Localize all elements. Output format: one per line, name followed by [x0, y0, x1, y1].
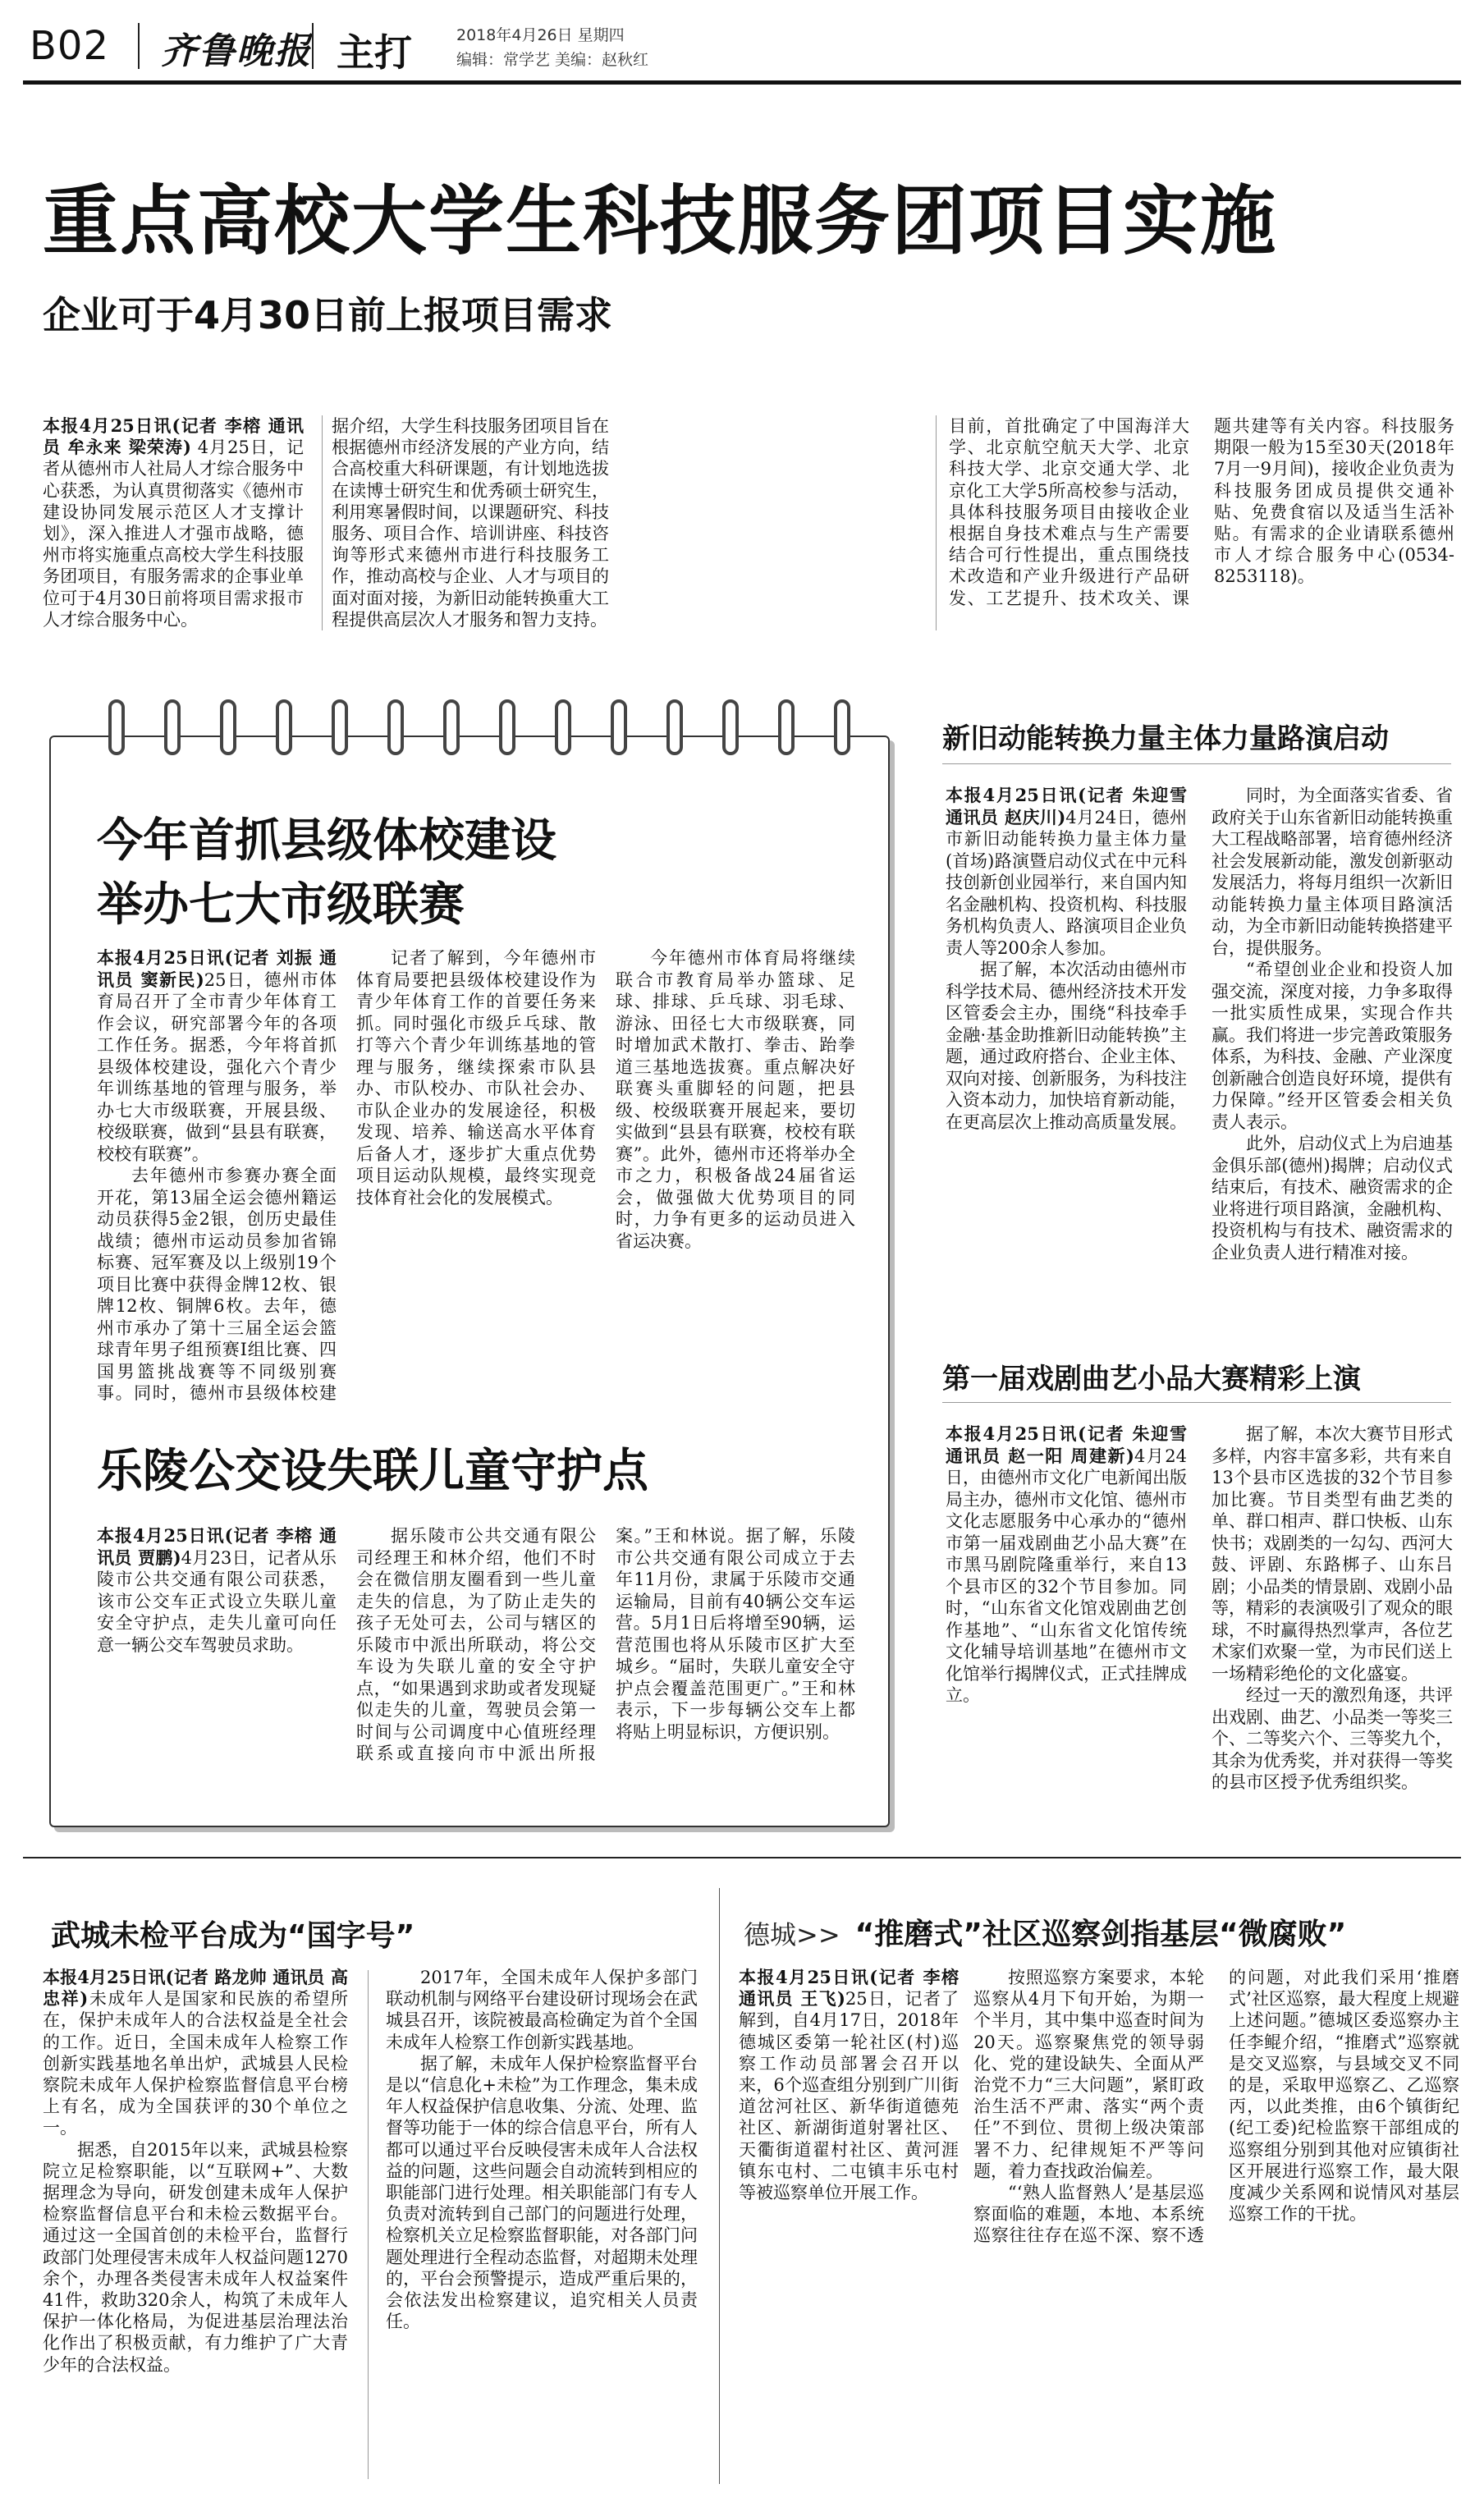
roadshow-paragraph: 同时，为全面落实省委、省政府关于山东省新旧动能转换重大工程战略部署，培育德州经济社会发展新动能，激发创新驱动发展活力，将每月组织一次新旧动能转换力量主体项目路演活动，为全市新旧动能转换搭建平台，提供服务。: [1211, 786, 1453, 958]
column-divider: [936, 415, 937, 630]
masthead: [23, 18, 1461, 79]
lead-column-2: [332, 415, 609, 637]
opera-column-2: [1211, 1423, 1453, 1817]
lead-headline: 重点高校大学生科技服务团项目实施: [43, 177, 1278, 265]
dechen-headline: “推磨式”社区巡察剑指基层“微腐败”: [854, 1918, 1347, 1951]
roadshow-headline: 新旧动能转换力量主体力量路演启动: [942, 722, 1389, 755]
wucheng-headline: 武城未检平台成为“国字号”: [51, 1919, 415, 1953]
sports-column-2: [356, 947, 596, 1407]
editor-credits: 编辑：常学艺 美编：赵秋红: [456, 51, 649, 69]
opera-dateline: 本报4月25日讯(记者 朱迎雪 通讯员 赵一阳 周建新): [946, 1423, 1187, 1466]
dechen-column-1: [739, 1967, 959, 2484]
lead-subheadline: 企业可于4月30日前上报项目需求: [43, 293, 613, 337]
opera-paragraph: 4月24日，由德州市文化广电新闻出版局主办，德州市文化馆、德州市文化志愿服务中心承办的“德州市第一届戏剧曲艺小品大赛”在市黑马剧院隆重举行，来自13个县市区的32个节目参加。同时，“山东省文化馆戏剧曲艺创作基地”、“山东省文化馆传统文化辅导培训基地”在德州市文化馆举行揭牌仪式，正式挂牌成立。: [946, 1446, 1187, 1705]
lead-paragraph: 4月25日，记者从德州市人社局人才综合服务中心获悉，为认真贯彻落实《德州市建设协同发展示范区人才支撑计划》，深入推进人才强市战略，德州市将实施重点高校大学生科技服务团项目，有服务需求的企事业单位可于4月30日前将项目需求报市人才综合服务中心。: [43, 438, 304, 630]
roadshow-paragraph: 据了解，本次活动由德州市科学技术局、德州经济技术开发区管委会主办，围绕“科技牵手金融·基金助推新旧动能转换”主题，通过政府搭台、企业主体、双向对接、创新服务，为科技注入资本动力，加快培育新动能，在更高层次上推动高质量发展。: [946, 960, 1187, 1132]
roadshow-dateline: 本报4月25日讯(记者 朱迎雪 通讯员 赵庆川): [946, 785, 1187, 827]
wucheng-paragraph: 2017年，全国未成年人保护多部门联动机制与网络平台建设研讨现场会在武城县召开，该院被最高检确定为首个全国未成年人检察工作创新实践基地。: [386, 1968, 698, 2052]
roadshow-column-2: [1211, 785, 1453, 1327]
sports-paragraph: 25日，德州市体育局召开了全市青少年体育工作会议，研究部署今年的各项工作任务。据悉，今年将首抓县级体校建设，强化六个青少年训练基地的管理与服务，举办七大市级联赛，开展县级、校级联赛，做到“县县有联赛，校校有联赛”。: [97, 969, 337, 1164]
newspaper-logo: 齐鲁晚报: [161, 30, 312, 72]
sports-article-body: [97, 947, 868, 1407]
wucheng-dateline: 本报4月25日讯(记者 路龙帅 通讯员 高忠祥): [43, 1967, 348, 2010]
dechen-paragraph: 按照巡察方案要求，本轮巡察从4月下旬开始，为期一个半月，其中集中巡查时间为20天。巡察聚焦党的领导弱化、党的建设缺失、全面从严治党不力“三大问题”，紧盯政治生活不严肃、落实“两个责任”不到位、贯彻上级决策部署不力、纪律规矩不严等问题，着力查找政治偏差。: [973, 1968, 1204, 2181]
masthead-divider: [138, 23, 140, 69]
wucheng-paragraph: 未成年人是国家和民族的希望所在，保护未成年人的合法权益是全社会的工作。近日，全国未成年人检察工作创新实践基地名单出炉，武城县人民检察院未成年人保护检察监督信息平台榜上有名，成为全国获评的30个单位之一。: [43, 1989, 348, 2138]
masthead-divider: [312, 23, 314, 69]
sports-headline-line1: 今年首抓县级体校建设: [97, 814, 556, 868]
bus-paragraph: 据乐陵市公共交通有限公司经理王和林介绍，他们不时会在微信朋友圈看到一些儿童走失的信息，为了防止走失的孩子无处可去，公司与辖区的乐陵市中派出所联动，将公交车设为失联儿童的安全守护点，“如果遇到求助或者发现疑似走失的儿童，驾驶员会第一时间与公司调度中心值班经理联系或直接向市中派出所报案。”王和林说。据了解，乐陵市公共交通有限公司成立于去年11月份，隶属于乐陵市交通运输局，目前有40辆公交车运营。5月1日后将增至90辆，运营范围也将从乐陵市区扩大至城乡。“届时，失联儿童安全守护点会覆盖范围更广。”王和林表示，下一步每辆公交车上都将贴上明显标识，方便识别。: [356, 1526, 855, 1763]
notebook-box: [49, 736, 890, 1827]
notebook-rings: [51, 699, 891, 757]
roadshow-column-1: [946, 785, 1187, 1327]
dechen-headline-row: [744, 1911, 1346, 1953]
roadshow-paragraph: 此外，启动仪式上为启迪基金俱乐部(德州)揭牌；启动仪式结束后，有技术、融资需求的企业将进行项目路演，金融机构、投资机构与有技术、融资需求的企业负责人进行精准对接。: [1211, 1134, 1453, 1263]
section-rule: [23, 1857, 1461, 1858]
headline-rule: [942, 763, 1451, 764]
wucheng-column-1: [43, 1967, 348, 2484]
sports-paragraph: 记者了解到，今年德州市体育局要把县级体校建设作为青少年体育工作的首要任务来抓。同时强化市级乒乓球、散打等六个青少年训练基地的管理与服务，继续探索市队县办、市队校办、市队社会办、市队企业办的发展途径，积极发现、培养、输送高水平体育后备人才，逐步扩大重点优势项目运动队规模，最终实现竞技体育社会化的发展模式。: [356, 948, 596, 1208]
issue-date: 2018年4月26日 星期四: [456, 26, 625, 44]
wucheng-paragraph: 据了解，未成年人保护检察监督平台是以“信息化+未检”为工作理念，集未成年人权益保护信息收集、分流、处理、监督等功能于一体的综合信息平台，所有人都可以通过平台反映侵害未成年人合法权益的问题，这些问题会自动流转到相应的职能部门进行处理。相关职能部门有专人负责对流转到自己部门的问题进行处理，检察机关立足检察监督职能，对各部门问题处理进行全程动态监督，对超期未处理的，平台会预警提示，造成严重后果的，会依法发出检察建议，追究相关人员责任。: [386, 2053, 698, 2332]
roadshow-paragraph: 4月24日，德州市新旧动能转换力量主体力量(首场)路演暨启动仪式在中元科技创新创业园举行，来自国内知名金融机构、投资机构、科技服务机构负责人、路演项目企业负责人等200余人参加。: [946, 807, 1187, 958]
dechen-dateline: 本报4月25日讯(记者 李榕 通讯员 王飞): [739, 1967, 959, 2010]
sports-paragraph: 去年德州市参赛办赛全面开花，第13届全运会德州籍运动员获得5金2银，创历史最佳战绩；德州市运动员参加省锦标赛、冠军赛及以上级别19个项目比赛中获得金牌12枚、银牌12枚、铜牌6枚。去年，德州市承办了第十三届全运会篮球青年男子组预赛Ⅰ组比赛、四国男篮挑战赛等不同级别赛事。同时，德州市县级体校建: [97, 1166, 337, 1403]
opera-column-1: [946, 1423, 1187, 1817]
section-name: 主打: [337, 30, 412, 75]
bus-headline: 乐陵公交设失联儿童守护点: [97, 1445, 648, 1498]
sports-paragraph: 今年德州市体育局将继续联合市教育局举办篮球、足球、排球、乒乓球、羽毛球、游泳、田径七大市级联赛，同时增加武术散打、拳击、跆拳道三基地选拔赛。重点解决好联赛头重脚轻的问题，把县级、校级联赛开展起来，要切实做到“县县有联赛，校校有联赛”。此外，德州市还将举办全市之力，积极备战24届省运会，做强做大优势项目的同时，力争有更多的运动员进入省运决赛。: [616, 948, 855, 1251]
bus-column-2: [356, 1525, 855, 1804]
lead-paragraph: 目前，首批确定了中国海洋大学、北京航空航天大学、北京科技大学、北京交通大学、北京化工大学5所高校参与活动，具体科技服务项目由接收企业根据自身技术难点与生产需要结合可行性提出，重点围绕技术改造和产业升级进行产品研发、工艺提升、技术攻关、课题共建等有关内容。科技服务期限一般为15至30天(2018年7月一9月间)，接收企业负责为科技服务团成员提供交通补贴、免费食宿以及适当生活补贴。有需求的企业请联系德州市人才综合服务中心(0534-8253118)。: [949, 416, 1454, 608]
opera-paragraph: 经过一天的激烈角逐，共评出戏剧、曲艺、小品类一等奖三个、二等奖六个、三等奖九个，其余为优秀奖，并对获得一等奖的县市区授予优秀组织奖。: [1211, 1685, 1453, 1792]
roadshow-article-body: [946, 785, 1454, 1327]
dechen-paragraph: “‘熟人监督熟人’是基层巡察面临的难题，本地、本系统巡察往往存在巡不深、察不透的问题，对此我们采用‘推磨式’社区巡察，最大程度上规避上述问题。”德城区委巡察办主任李鲲介绍，“推磨式”巡察就是交叉巡察，与县域交叉不同的是，采取甲巡察乙、乙巡察丙，以此类推，由6个镇街纪(纪工委)纪检监察干部组成的巡察组分别到其他对应镇街社区开展进行巡察工作，最大限度减少关系网和说情风对基层巡察工作的干扰。: [973, 1968, 1459, 2246]
headline-rule: [942, 1402, 1451, 1403]
opera-paragraph: 据了解，本次大赛节目形式多样，内容丰富多彩，共有来自13个县市区选拔的32个节目参加比赛。节目类型有曲艺类的单、群口相声、群口快板、山东快书；戏剧类的一勾勾、西河大鼓、评剧、东路梆子、山东吕剧；小品类的情景剧、戏剧小品等，精彩的表演吸引了观众的眼球，不时赢得热烈掌声，各位艺术家们欢聚一堂，为市民们送上一场精彩绝伦的文化盛宴。: [1211, 1424, 1453, 1684]
bus-column-1: [97, 1525, 337, 1804]
sports-column-1: [97, 947, 337, 1407]
bus-article-body: [97, 1525, 868, 1804]
lead-column-1: [43, 415, 304, 637]
story-divider: [719, 1888, 720, 2484]
roadshow-paragraph: “希望创业企业和投资人加强交流，深度对接，力争多取得一批实质性成果，实现合作共赢。我们将进一步完善政策服务体系，为科技、金融、产业深度创新融合创造良好环境，提供有力保障。”经开区管委会相关负责人表示。: [1211, 960, 1453, 1132]
dechen-column-2: [973, 1967, 1459, 2484]
wucheng-column-2: [386, 1967, 698, 2484]
wucheng-paragraph: 据悉，自2015年以来，武城县检察院立足检察职能，以“互联网+”、大数据理念为导向，研发创建未成年人保护检察监督信息平台和未检云数据平台。通过这一全国首创的未检平台，监督行政部门处理侵害未成年人权益问题1270余个，办理各类侵害未成年人权益案件41件，救助320余人，构筑了未成年人保护一体化格局，为促进基层治理法治化作出了积极贡献，有力维护了广大青少年的合法权益。: [43, 2139, 348, 2375]
lead-dateline: 本报4月25日讯(记者 李榕 通讯员 牟永来 梁荣涛): [43, 415, 304, 458]
column-divider: [368, 1970, 369, 2479]
lead-column-3: [949, 415, 1454, 637]
page-number: B02: [30, 23, 110, 69]
opera-article-body: [946, 1423, 1454, 1817]
sports-dateline: 本报4月25日讯(记者 刘振 通讯员 窦新民): [97, 947, 337, 990]
column-divider: [322, 415, 323, 630]
dechen-kicker: 德城>>: [744, 1919, 840, 1950]
masthead-rule: [23, 80, 1461, 85]
bus-paragraph: 4月23日，记者从乐陵市公共交通有限公司获悉，该市公交车正式设立失联儿童安全守护点，走失儿童可向任意一辆公交车驾驶员求助。: [97, 1547, 337, 1655]
sports-column-3: [616, 947, 855, 1407]
lead-article-body: [43, 415, 1454, 637]
opera-headline: 第一届戏剧曲艺小品大赛精彩上演: [942, 1363, 1361, 1395]
lead-paragraph: 据介绍，大学生科技服务团项目旨在根据德州市经济发展的产业方向，结合高校重大科研课题，有计划地选拔在读博士研究生和优秀硕士研究生，利用寒暑假时间，以课题研究、科技服务、项目合作、培训讲座、科技咨询等形式来德州市进行科技服务工作，推动高校与企业、人才与项目的面对面对接，为新旧动能转换重大工程提供高层次人才服务和智力支持。: [332, 416, 609, 630]
dechen-paragraph: 25日，记者了解到，自4月17日，2018年德城区委第一轮社区(村)巡察工作动员部署会召开以来，6个巡查组分别到广川街道岔河社区、新华街道德苑社区、新湖街道射署社区、天衢街道翟村社区、黄河涯镇东屯村、二屯镇丰乐屯村等被巡察单位开展工作。: [739, 1989, 959, 2203]
sports-headline-line2: 举办七大市级联赛: [97, 878, 465, 932]
bus-dateline: 本报4月25日讯(记者 李榕 通讯员 贾鹏): [97, 1525, 337, 1568]
